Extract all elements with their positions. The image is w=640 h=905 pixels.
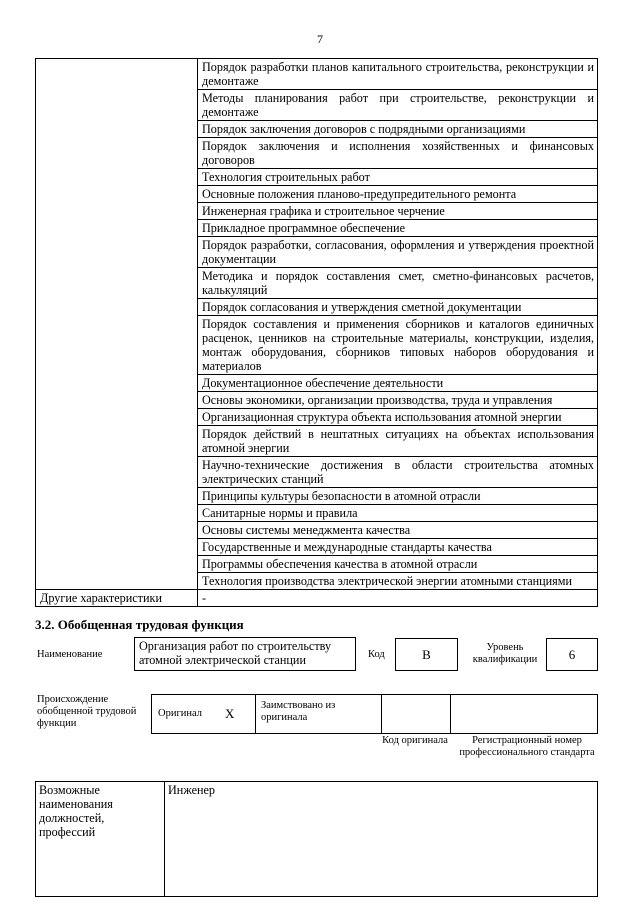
knowledge-item: Научно-технические достижения в области строительства атомных электрических станций (198, 457, 598, 488)
knowledge-item: Порядок заключения договоров с подрядными организациями (198, 121, 598, 138)
knowledge-item: Порядок заключения и исполнения хозяйственных и финансовых договоров (198, 138, 598, 169)
knowledge-item: Технология производства электрической энергии атомными станциями (198, 573, 598, 590)
origin-divider (450, 695, 451, 733)
function-name-value: Организация работ по строительству атомной электрической станции (139, 639, 332, 667)
other-characteristics-row (36, 590, 598, 607)
knowledge-item: Государственные и международные стандарты качества (198, 539, 598, 556)
knowledge-row (36, 59, 598, 90)
knowledge-item: Принципы культуры безопасности в атомной отрасли (198, 488, 598, 505)
page-number: 7 (317, 32, 323, 46)
origin-label: Происхождение обобщенной трудовой функции (37, 694, 137, 729)
knowledge-item: Прикладное программное обеспечение (198, 220, 598, 237)
job-titles-table (35, 781, 598, 897)
code-value-box (395, 638, 458, 671)
job-titles-value: Инженер (165, 782, 598, 897)
other-characteristics-value: - (198, 590, 598, 607)
code-value: B (422, 647, 431, 662)
function-name-box (134, 637, 356, 671)
knowledge-item: Порядок разработки, согласования, оформления и утверждения проектной документации (198, 237, 598, 268)
knowledge-item: Инженерная графика и строительное черчение (198, 203, 598, 220)
level-label: Уровень квалификации (472, 642, 538, 665)
knowledge-label-cell (36, 59, 198, 590)
knowledge-item: Основные положения планово-предупредительного ремонта (198, 186, 598, 203)
knowledge-item: Документационное обеспечение деятельности (198, 375, 598, 392)
knowledge-item: Порядок разработки планов капитального строительства, реконструкции и демонтаже (198, 59, 598, 90)
knowledge-item: Методы планирования работ при строительстве, реконструкции и демонтаже (198, 90, 598, 121)
regnum-caption: Регистрационный номер профессионального стандарта (459, 735, 595, 758)
name-label: Наименование (37, 649, 103, 660)
code-label: Код (368, 649, 385, 660)
job-titles-label: Возможные наименования должностей, профессий (36, 782, 165, 897)
knowledge-item: Основы системы менеджмента качества (198, 522, 598, 539)
knowledge-item: Санитарные нормы и правила (198, 505, 598, 522)
original-label: Оригинал (158, 708, 202, 719)
original-mark: X (225, 706, 235, 721)
other-characteristics-label: Другие характеристики (36, 590, 198, 607)
required-knowledge-table (35, 58, 598, 607)
knowledge-item: Основы экономики, организации производства, труда и управления (198, 392, 598, 409)
section-title: 3.2. Обобщенная трудовая функция (35, 617, 244, 632)
knowledge-item: Порядок согласования и утверждения сметной документации (198, 299, 598, 316)
knowledge-item: Программы обеспечения качества в атомной отрасли (198, 556, 598, 573)
code-original-caption: Код оригинала (382, 735, 448, 746)
knowledge-item: Порядок действий в нештатных ситуациях на объектах использования атомной энергии (198, 426, 598, 457)
origin-divider (381, 695, 382, 733)
level-value-box (546, 638, 598, 671)
knowledge-item: Технология строительных работ (198, 169, 598, 186)
knowledge-item: Организационная структура объекта использования атомной энергии (198, 409, 598, 426)
borrowed-label: Заимствовано из оригинала (261, 700, 336, 723)
origin-box (151, 694, 598, 734)
origin-divider (255, 695, 256, 733)
knowledge-item: Порядок составления и применения сборников и каталогов единичных расценок, ценников на строительные материалы, конструкции, изделия, монтаж оборудования, сборников типовых наборов оборудования и материалов (198, 316, 598, 375)
level-value: 6 (568, 647, 576, 662)
knowledge-item: Методика и порядок составления смет, сметно-финансовых расчетов, калькуляций (198, 268, 598, 299)
